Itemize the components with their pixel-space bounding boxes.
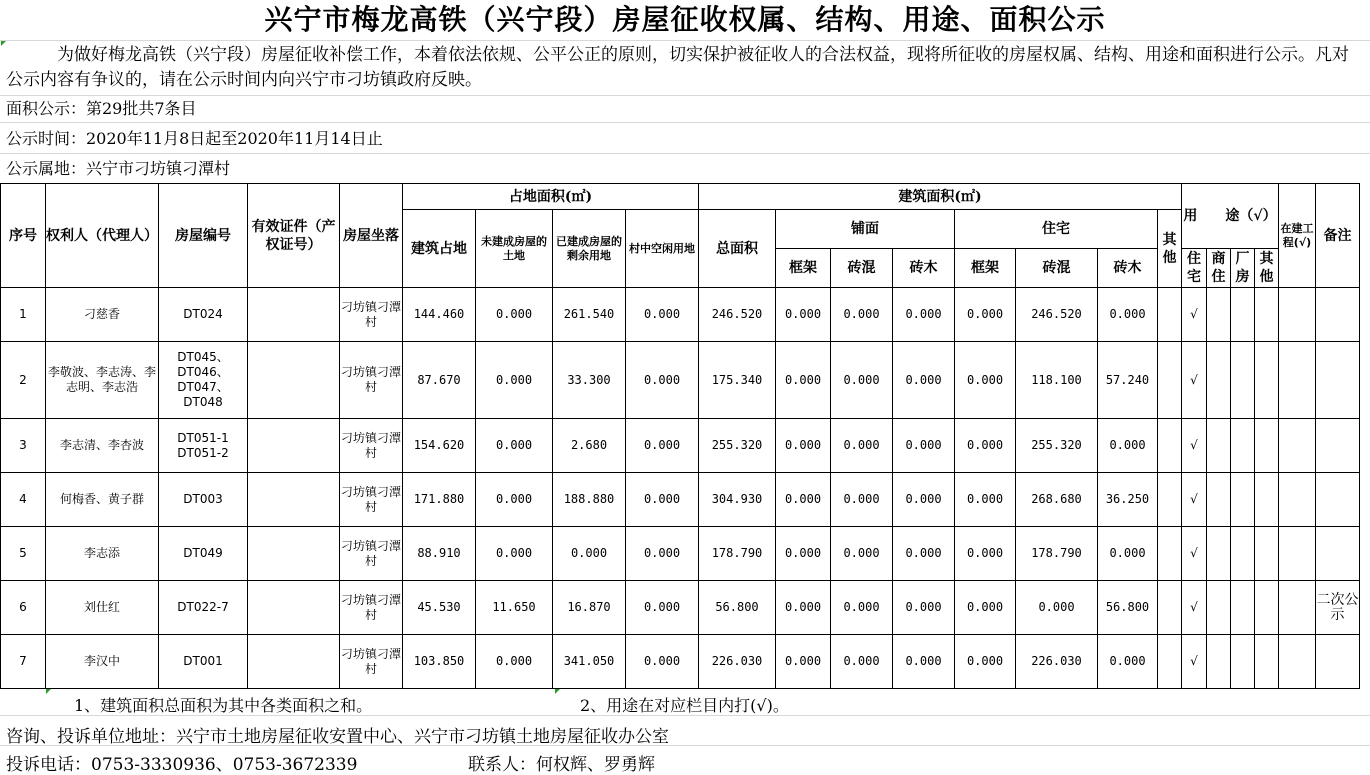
cell-owner: 李志添	[46, 527, 159, 581]
cell-shop-frame: 0.000	[776, 581, 831, 635]
cell-shop-brick-wood: 0.000	[893, 288, 955, 342]
cell-seq: 5	[1, 527, 46, 581]
cell-use-factory-check	[1231, 342, 1255, 419]
header-total-area: 总面积	[699, 210, 776, 288]
period-info: 公示时间：2020年11月8日起至2020年11月14日止	[6, 129, 383, 148]
cell-under-construction	[1279, 635, 1316, 689]
contact-phone: 投诉电话：0753-3330936、0753-3672339	[6, 755, 358, 775]
cell-use-factory-check	[1231, 581, 1255, 635]
cell-use-commercial-check	[1207, 527, 1231, 581]
cell-land-idle: 0.000	[626, 581, 699, 635]
cell-remark	[1316, 527, 1360, 581]
cell-use-commercial-check	[1207, 342, 1231, 419]
cell-land-built: 154.620	[403, 419, 476, 473]
cell-shop-frame: 0.000	[776, 342, 831, 419]
cell-use-factory-check	[1231, 288, 1255, 342]
cell-owner: 李汉中	[46, 635, 159, 689]
table-row	[1, 635, 1360, 689]
cell-res-brick-concrete: 226.030	[1016, 635, 1098, 689]
cell-use-other-check	[1255, 288, 1279, 342]
cell-house-no: DT045、DT046、DT047、DT048	[159, 342, 248, 419]
page-title: 兴宁市梅龙高铁（兴宁段）房屋征收权属、结构、用途、面积公示	[0, 0, 1370, 41]
cell-other	[1158, 419, 1182, 473]
contact-address: 咨询、投诉单位地址：兴宁市土地房屋征收安置中心、兴宁市刁坊镇土地房屋征收办公室	[6, 727, 669, 747]
cell-use-residence-check: √	[1182, 288, 1207, 342]
cell-owner: 李敬波、李志涛、李志明、李志浩	[46, 342, 159, 419]
cell-land-built: 45.530	[403, 581, 476, 635]
cell-remark	[1316, 342, 1360, 419]
cell-land-idle: 0.000	[626, 527, 699, 581]
cell-house-no: DT003	[159, 473, 248, 527]
cell-under-construction	[1279, 342, 1316, 419]
cell-shop-brick-concrete: 0.000	[831, 527, 893, 581]
cell-shop-brick-wood: 0.000	[893, 527, 955, 581]
cell-use-residence-check: √	[1182, 635, 1207, 689]
cell-use-commercial-check	[1207, 288, 1231, 342]
cell-total-area: 246.520	[699, 288, 776, 342]
cell-shop-brick-concrete: 0.000	[831, 342, 893, 419]
cell-land-remain: 188.880	[553, 473, 626, 527]
cell-land-remain: 261.540	[553, 288, 626, 342]
cell-land-idle: 0.000	[626, 473, 699, 527]
cell-res-brick-concrete: 178.790	[1016, 527, 1098, 581]
cell-use-residence-check: √	[1182, 342, 1207, 419]
cell-res-frame: 0.000	[955, 527, 1016, 581]
cell-land-unbuilt: 0.000	[476, 473, 553, 527]
cell-under-construction	[1279, 419, 1316, 473]
cell-cert	[248, 473, 340, 527]
cell-under-construction	[1279, 527, 1316, 581]
intro-paragraph: 为做好梅龙高铁（兴宁段）房屋征收补偿工作，本着依法依规、公平公正的原则，切实保护被征收人的合法权益，现将所征收的房屋权属、结构、用途和面积进行公示。凡对公示内容有争议的，请在公示时间内向兴宁市刁坊镇政府反映。	[6, 45, 1349, 90]
cell-use-residence-check: √	[1182, 581, 1207, 635]
cell-land-built: 171.880	[403, 473, 476, 527]
table-row	[1, 342, 1360, 419]
cell-owner: 刁慈香	[46, 288, 159, 342]
header-building-area: 建筑面积(㎡)	[699, 184, 1182, 210]
cell-res-brick-concrete: 246.520	[1016, 288, 1098, 342]
header-residence: 住宅	[955, 210, 1158, 249]
cell-other	[1158, 635, 1182, 689]
table-row	[1, 288, 1360, 342]
header-shop-brick-concrete: 砖混	[831, 249, 893, 288]
location-info: 公示属地：兴宁市刁坊镇刁潭村	[6, 159, 231, 178]
row-divider	[0, 95, 1370, 96]
cell-land-remain: 16.870	[553, 581, 626, 635]
table-row	[1, 527, 1360, 581]
cell-cert	[248, 342, 340, 419]
cell-shop-frame: 0.000	[776, 419, 831, 473]
header-land-remain: 已建成房屋的剩余用地	[553, 210, 626, 288]
cell-use-residence-check: √	[1182, 473, 1207, 527]
cell-shop-frame: 0.000	[776, 288, 831, 342]
cell-land-remain: 0.000	[553, 527, 626, 581]
cell-total-area: 226.030	[699, 635, 776, 689]
cell-use-other-check	[1255, 342, 1279, 419]
expropriation-table	[0, 183, 1360, 689]
cell-other	[1158, 473, 1182, 527]
cell-total-area: 304.930	[699, 473, 776, 527]
cell-land-built: 87.670	[403, 342, 476, 419]
cell-comment-marker	[46, 689, 51, 694]
cell-cert	[248, 635, 340, 689]
cell-house-no: DT022-7	[159, 581, 248, 635]
cell-other	[1158, 288, 1182, 342]
cell-use-residence-check: √	[1182, 419, 1207, 473]
cell-shop-brick-wood: 0.000	[893, 342, 955, 419]
cell-res-brick-wood: 56.800	[1098, 581, 1158, 635]
cell-remark	[1316, 473, 1360, 527]
cell-land-idle: 0.000	[626, 419, 699, 473]
cell-shop-brick-concrete: 0.000	[831, 635, 893, 689]
cell-land-unbuilt: 0.000	[476, 419, 553, 473]
cell-seq: 7	[1, 635, 46, 689]
header-use: 用 途（√）	[1182, 184, 1279, 249]
cell-res-frame: 0.000	[955, 419, 1016, 473]
cell-use-commercial-check	[1207, 581, 1231, 635]
cell-land-unbuilt: 0.000	[476, 288, 553, 342]
cell-use-other-check	[1255, 527, 1279, 581]
cell-addr: 刁坊镇刁潭村	[340, 473, 403, 527]
cell-land-unbuilt: 0.000	[476, 342, 553, 419]
cell-total-area: 178.790	[699, 527, 776, 581]
cell-res-brick-wood: 36.250	[1098, 473, 1158, 527]
header-land-area: 占地面积(㎡)	[403, 184, 699, 210]
cell-remark: 二次公示	[1316, 581, 1360, 635]
cell-res-frame: 0.000	[955, 342, 1016, 419]
cell-cert	[248, 288, 340, 342]
cell-under-construction	[1279, 288, 1316, 342]
cell-house-no: DT049	[159, 527, 248, 581]
cell-under-construction	[1279, 581, 1316, 635]
header-land-unbuilt: 未建成房屋的土地	[476, 210, 553, 288]
header-shop-frame: 框架	[776, 249, 831, 288]
cell-use-factory-check	[1231, 419, 1255, 473]
header-land-built: 建筑占地	[403, 210, 476, 288]
cell-addr: 刁坊镇刁潭村	[340, 527, 403, 581]
cell-other	[1158, 342, 1182, 419]
cell-use-factory-check	[1231, 527, 1255, 581]
cell-shop-brick-concrete: 0.000	[831, 288, 893, 342]
cell-house-no: DT024	[159, 288, 248, 342]
cell-addr: 刁坊镇刁潭村	[340, 419, 403, 473]
cell-res-brick-wood: 0.000	[1098, 288, 1158, 342]
cell-comment-marker	[555, 689, 560, 694]
cell-under-construction	[1279, 473, 1316, 527]
header-shop: 铺面	[776, 210, 955, 249]
note-1: 1、建筑面积总面积为其中各类面积之和。	[74, 696, 373, 715]
cell-seq: 2	[1, 342, 46, 419]
cell-addr: 刁坊镇刁潭村	[340, 581, 403, 635]
header-seq: 序号	[1, 184, 46, 288]
cell-cert	[248, 581, 340, 635]
cell-shop-frame: 0.000	[776, 635, 831, 689]
header-owner: 权利人（代理人）	[46, 184, 159, 288]
header-shop-brick-wood: 砖木	[893, 249, 955, 288]
header-use-commercial: 商住	[1207, 249, 1231, 288]
cell-res-brick-concrete: 118.100	[1016, 342, 1098, 419]
row-divider	[0, 122, 1370, 123]
cell-shop-brick-wood: 0.000	[893, 581, 955, 635]
cell-owner: 何梅香、黄子群	[46, 473, 159, 527]
header-addr: 房屋坐落	[340, 184, 403, 288]
header-other: 其他	[1158, 210, 1182, 288]
cell-remark	[1316, 288, 1360, 342]
cell-res-brick-wood: 0.000	[1098, 419, 1158, 473]
header-land-idle: 村中空闲用地	[626, 210, 699, 288]
header-res-frame: 框架	[955, 249, 1016, 288]
cell-other	[1158, 581, 1182, 635]
cell-res-frame: 0.000	[955, 288, 1016, 342]
cell-shop-brick-concrete: 0.000	[831, 419, 893, 473]
cell-use-other-check	[1255, 635, 1279, 689]
cell-total-area: 175.340	[699, 342, 776, 419]
cell-owner: 李志清、李杏波	[46, 419, 159, 473]
cell-land-idle: 0.000	[626, 635, 699, 689]
header-use-residence: 住宅	[1182, 249, 1207, 288]
cell-land-unbuilt: 11.650	[476, 581, 553, 635]
cell-land-built: 103.850	[403, 635, 476, 689]
header-remark: 备注	[1316, 184, 1360, 288]
header-under-construction: 在建工程(√)	[1279, 184, 1316, 288]
cell-res-frame: 0.000	[955, 635, 1016, 689]
row-divider	[0, 153, 1370, 154]
header-cert: 有效证件（产权证号）	[248, 184, 340, 288]
cell-land-remain: 33.300	[553, 342, 626, 419]
cell-shop-brick-wood: 0.000	[893, 419, 955, 473]
cell-owner: 刘仕红	[46, 581, 159, 635]
cell-addr: 刁坊镇刁潭村	[340, 342, 403, 419]
cell-land-idle: 0.000	[626, 342, 699, 419]
cell-addr: 刁坊镇刁潭村	[340, 635, 403, 689]
cell-shop-brick-concrete: 0.000	[831, 581, 893, 635]
header-use-other: 其他	[1255, 249, 1279, 288]
cell-total-area: 56.800	[699, 581, 776, 635]
table-row	[1, 581, 1360, 635]
cell-res-brick-wood: 0.000	[1098, 635, 1158, 689]
cell-remark	[1316, 635, 1360, 689]
cell-addr: 刁坊镇刁潭村	[340, 288, 403, 342]
cell-shop-brick-wood: 0.000	[893, 473, 955, 527]
cell-use-commercial-check	[1207, 419, 1231, 473]
header-house-no: 房屋编号	[159, 184, 248, 288]
cell-house-no: DT001	[159, 635, 248, 689]
cell-land-remain: 341.050	[553, 635, 626, 689]
note-2: 2、用途在对应栏目内打(√)。	[580, 696, 789, 715]
cell-res-frame: 0.000	[955, 581, 1016, 635]
cell-shop-frame: 0.000	[776, 473, 831, 527]
cell-use-other-check	[1255, 581, 1279, 635]
cell-land-unbuilt: 0.000	[476, 527, 553, 581]
cell-use-other-check	[1255, 473, 1279, 527]
cell-seq: 4	[1, 473, 46, 527]
cell-res-frame: 0.000	[955, 473, 1016, 527]
cell-seq: 6	[1, 581, 46, 635]
batch-info: 面积公示：第29批共7条目	[6, 99, 197, 118]
table-row	[1, 419, 1360, 473]
cell-total-area: 255.320	[699, 419, 776, 473]
table-row	[1, 473, 1360, 527]
header-res-brick-wood: 砖木	[1098, 249, 1158, 288]
header-use-factory: 厂房	[1231, 249, 1255, 288]
cell-use-residence-check: √	[1182, 527, 1207, 581]
cell-use-factory-check	[1231, 473, 1255, 527]
cell-shop-frame: 0.000	[776, 527, 831, 581]
cell-use-factory-check	[1231, 635, 1255, 689]
cell-use-commercial-check	[1207, 635, 1231, 689]
cell-house-no: DT051-1 DT051-2	[159, 419, 248, 473]
cell-land-built: 144.460	[403, 288, 476, 342]
cell-seq: 1	[1, 288, 46, 342]
cell-seq: 3	[1, 419, 46, 473]
cell-shop-brick-concrete: 0.000	[831, 473, 893, 527]
cell-remark	[1316, 419, 1360, 473]
cell-res-brick-concrete: 255.320	[1016, 419, 1098, 473]
cell-res-brick-concrete: 268.680	[1016, 473, 1098, 527]
cell-cert	[248, 419, 340, 473]
cell-land-built: 88.910	[403, 527, 476, 581]
cell-res-brick-concrete: 0.000	[1016, 581, 1098, 635]
cell-land-idle: 0.000	[626, 288, 699, 342]
cell-use-other-check	[1255, 419, 1279, 473]
cell-land-remain: 2.680	[553, 419, 626, 473]
cell-land-unbuilt: 0.000	[476, 635, 553, 689]
contact-person: 联系人：何权辉、罗勇辉	[468, 755, 655, 775]
cell-other	[1158, 527, 1182, 581]
cell-shop-brick-wood: 0.000	[893, 635, 955, 689]
header-res-brick-concrete: 砖混	[1016, 249, 1098, 288]
cell-res-brick-wood: 57.240	[1098, 342, 1158, 419]
cell-use-commercial-check	[1207, 473, 1231, 527]
cell-cert	[248, 527, 340, 581]
cell-res-brick-wood: 0.000	[1098, 527, 1158, 581]
